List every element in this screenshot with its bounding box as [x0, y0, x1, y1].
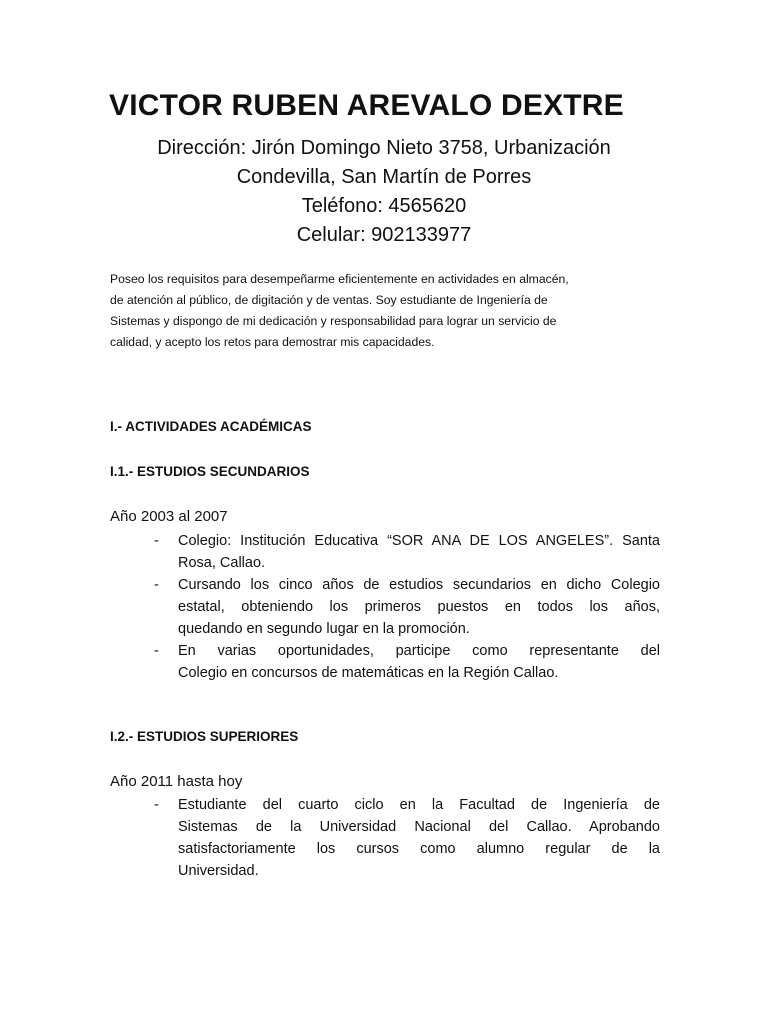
- list-item: [150, 794, 660, 882]
- section-heading-academic: I.- ACTIVIDADES ACADÉMICAS: [110, 419, 312, 434]
- address-line-2: Condevilla, San Martín de Porres: [236, 166, 532, 188]
- superior-items-list: [150, 794, 660, 882]
- subsection-heading-secondary: I.1.- ESTUDIOS SECUNDARIOS: [110, 464, 310, 479]
- summary-line: de atención al público, de digitación y de ventas. Soy estudiante de Ingeniería de: [110, 293, 548, 307]
- summary-line: calidad, y acepto los retos para demostrar mis capacidades.: [110, 335, 435, 349]
- mobile-line: Celular: 902133977: [296, 224, 472, 246]
- item-line: Colegio: Institución Educativa “SOR ANA DE LOS ANGELES”. Santa: [178, 533, 660, 549]
- item-line: estatal, obteniendo los primeros puestos en todos los años,: [178, 599, 660, 615]
- address-line-1: Dirección: Jirón Domingo Nieto 3758, Urbanización: [157, 137, 611, 159]
- list-item: [150, 530, 660, 574]
- summary-line: Sistemas y dispongo de mi dedicación y responsabilidad para lograr un servicio de: [110, 314, 557, 328]
- secondary-year-range: Año 2003 al 2007: [110, 508, 228, 525]
- bullet-dash: -: [154, 533, 159, 549]
- list-item: [150, 640, 660, 684]
- phone-line: Teléfono: 4565620: [301, 195, 467, 217]
- item-line: Estudiante del cuarto ciclo en la Facultad de Ingeniería de: [178, 797, 660, 813]
- superior-year-range: Año 2011 hasta hoy: [110, 773, 243, 790]
- list-item: [150, 574, 660, 640]
- bullet-dash: -: [154, 643, 159, 659]
- contact-block: [109, 134, 659, 250]
- item-line: Rosa, Callao.: [178, 555, 266, 571]
- item-line: Sistemas de la Universidad Nacional del Callao. Aprobando: [178, 819, 660, 835]
- item-line: Colegio en concursos de matemáticas en la Región Callao.: [178, 665, 559, 681]
- item-line: Universidad.: [178, 863, 259, 879]
- item-line: Cursando los cinco años de estudios secundarios en dicho Colegio: [178, 577, 660, 593]
- bullet-dash: -: [154, 797, 159, 813]
- item-line: satisfactoriamente los cursos como alumno regular de la: [178, 841, 660, 857]
- bullet-dash: -: [154, 577, 159, 593]
- secondary-items-list: [150, 530, 660, 684]
- candidate-name: VICTOR RUBEN AREVALO DEXTRE: [109, 89, 624, 122]
- subsection-heading-superior: I.2.- ESTUDIOS SUPERIORES: [110, 729, 299, 744]
- item-line: quedando en segundo lugar en la promoción.: [178, 621, 470, 637]
- summary-line: Poseo los requisitos para desempeñarme eficientemente en actividades en almacén,: [110, 272, 569, 286]
- profile-summary: [110, 269, 670, 353]
- item-line: En varias oportunidades, participe como representante del: [178, 643, 660, 659]
